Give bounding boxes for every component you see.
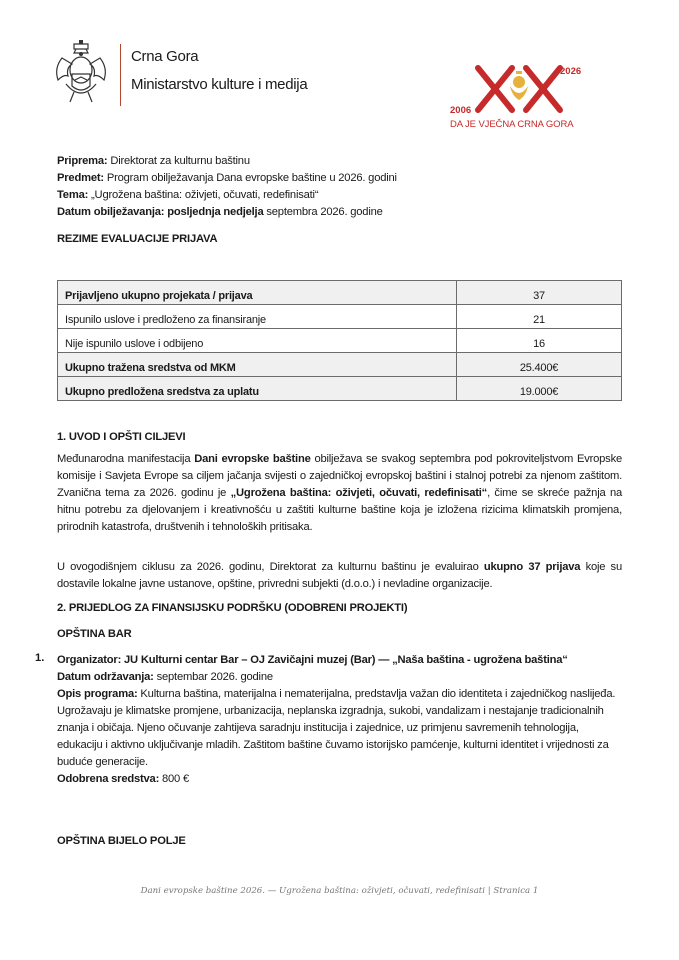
summary-table — [57, 280, 622, 401]
section1-paragraph-2: U ovogodišnjem ciklusu za 2026. godinu, Direktorat za kulturnu baštinu je evaluirao ukupno 37 prijava koje su dostavile lokalne javne ustanove, opštine, privredni subjekti (d.o.o.) i nevladine organizacije. — [57, 561, 622, 590]
summary-heading: REZIME EVALUACIJE PRIJAVA — [57, 233, 218, 245]
row-label: Ukupno tražena sredstva od MKM — [58, 353, 457, 377]
project-funds: Odobrena sredstva: 800 € — [57, 773, 189, 785]
section1-paragraph-1: Međunarodna manifestacija Dani evropske baštine obilježava se svakog septembra pod pokroviteljstvom Evropske komisije i Savjeta Evrope sa ciljem jačanja svijesti o zajedničkoj evropskoj baštini i stalnoj potrebi za njenom zaštitom. Zvanična tema za 2026. godinu je „Ugrožena baština: oživjeti, očuvati, redefinisati“, čime se skreće pažnja na hitnu potrebu za djelovanjem i kreativnošću u zaštiti kulturne baštine koja je izložena rizicima klimatskih promjena, prirodnih katastrofa, društvenih i tehnoloških pritisaka. — [57, 453, 623, 533]
table-row — [58, 305, 622, 329]
header-divider — [120, 44, 121, 106]
project-title: Organizator: JU Kulturni centar Bar – OJ Zavičajni muzej (Bar) — „Naša baština - ugrožena baština“ — [57, 654, 568, 666]
meta-priprema: Priprema: Direktorat za kulturnu baštinu — [57, 155, 250, 167]
item-number: 1. — [35, 652, 45, 664]
municipality-heading-2: OPŠTINA BIJELO POLJE — [57, 835, 186, 847]
row-value: 19.000€ — [457, 377, 622, 401]
row-label: Nije ispunilo uslove i odbijeno — [58, 329, 457, 353]
project-item — [57, 652, 627, 788]
meta-predmet: Predmet: Program obilježavanja Dana evropske baštine u 2026. godini — [57, 172, 397, 184]
row-label: Prijavljeno ukupno projekata / prijava — [58, 281, 457, 305]
meta-tema: Tema: „Ugrožena baština: oživjeti, očuvati, redefinisati“ — [57, 189, 319, 201]
project-description: Opis programa: Kulturna baština, materijalna i nematerijalna, predstavlja važan dio identiteta i zajedničkog naslijeđa. Ugrožavaju je klimatske promjene, urbanizacija, neplanska izgradnja, sukobi, vandalizam i nestajanje tradicionalnih znanja i običaja. Njeno očuvanje zahtijeva saradnju institucija i zajednice, uz primjenu savremenih tehnologija, edukaciju i aktivno uključivanje mladih. Zaštitom baštine čuvamo istorijsko pamćenje, kulturni identitet i vrijednosti za buduće generacije. — [57, 688, 616, 768]
row-label: Ukupno predložena sredstva za uplatu — [58, 377, 457, 401]
table-row — [58, 353, 622, 377]
page-footer: Dani evropske baštine 2026. — Ugrožena baština: oživjeti, očuvati, redefinisati | Stranica 1 — [140, 886, 539, 896]
section2-heading: 2. PRIJEDLOG ZA FINANSIJSKU PODRŠKU (ODOBRENI PROJEKTI) — [57, 602, 408, 614]
row-value: 16 — [457, 329, 622, 353]
meta-datum: Datum obilježavanja: posljednja nedjelja septembra 2026. godine — [57, 206, 383, 218]
logo-year-right: 2026 — [560, 66, 582, 77]
row-value: 25.400€ — [457, 353, 622, 377]
ministry-name: Ministarstvo kulture i medija — [131, 76, 308, 93]
project-date: Datum održavanja: septembar 2026. godine — [57, 671, 273, 683]
country-name: Crna Gora — [131, 48, 199, 65]
logo-slogan: DA JE VJEČNA CRNA GORA — [450, 119, 574, 130]
row-label: Ispunilo uslove i predloženo za finansiranje — [58, 305, 457, 329]
row-value: 37 — [457, 281, 622, 305]
anniversary-logo — [450, 62, 590, 134]
table-row — [58, 281, 622, 305]
logo-year-left: 2006 — [450, 105, 472, 116]
municipality-heading: OPŠTINA BAR — [57, 628, 132, 640]
row-value: 21 — [457, 305, 622, 329]
table-row — [58, 377, 622, 401]
table-row — [58, 329, 622, 353]
section1-heading: 1. UVOD I OPŠTI CILJEVI — [57, 431, 186, 443]
coat-of-arms-icon — [52, 40, 110, 110]
